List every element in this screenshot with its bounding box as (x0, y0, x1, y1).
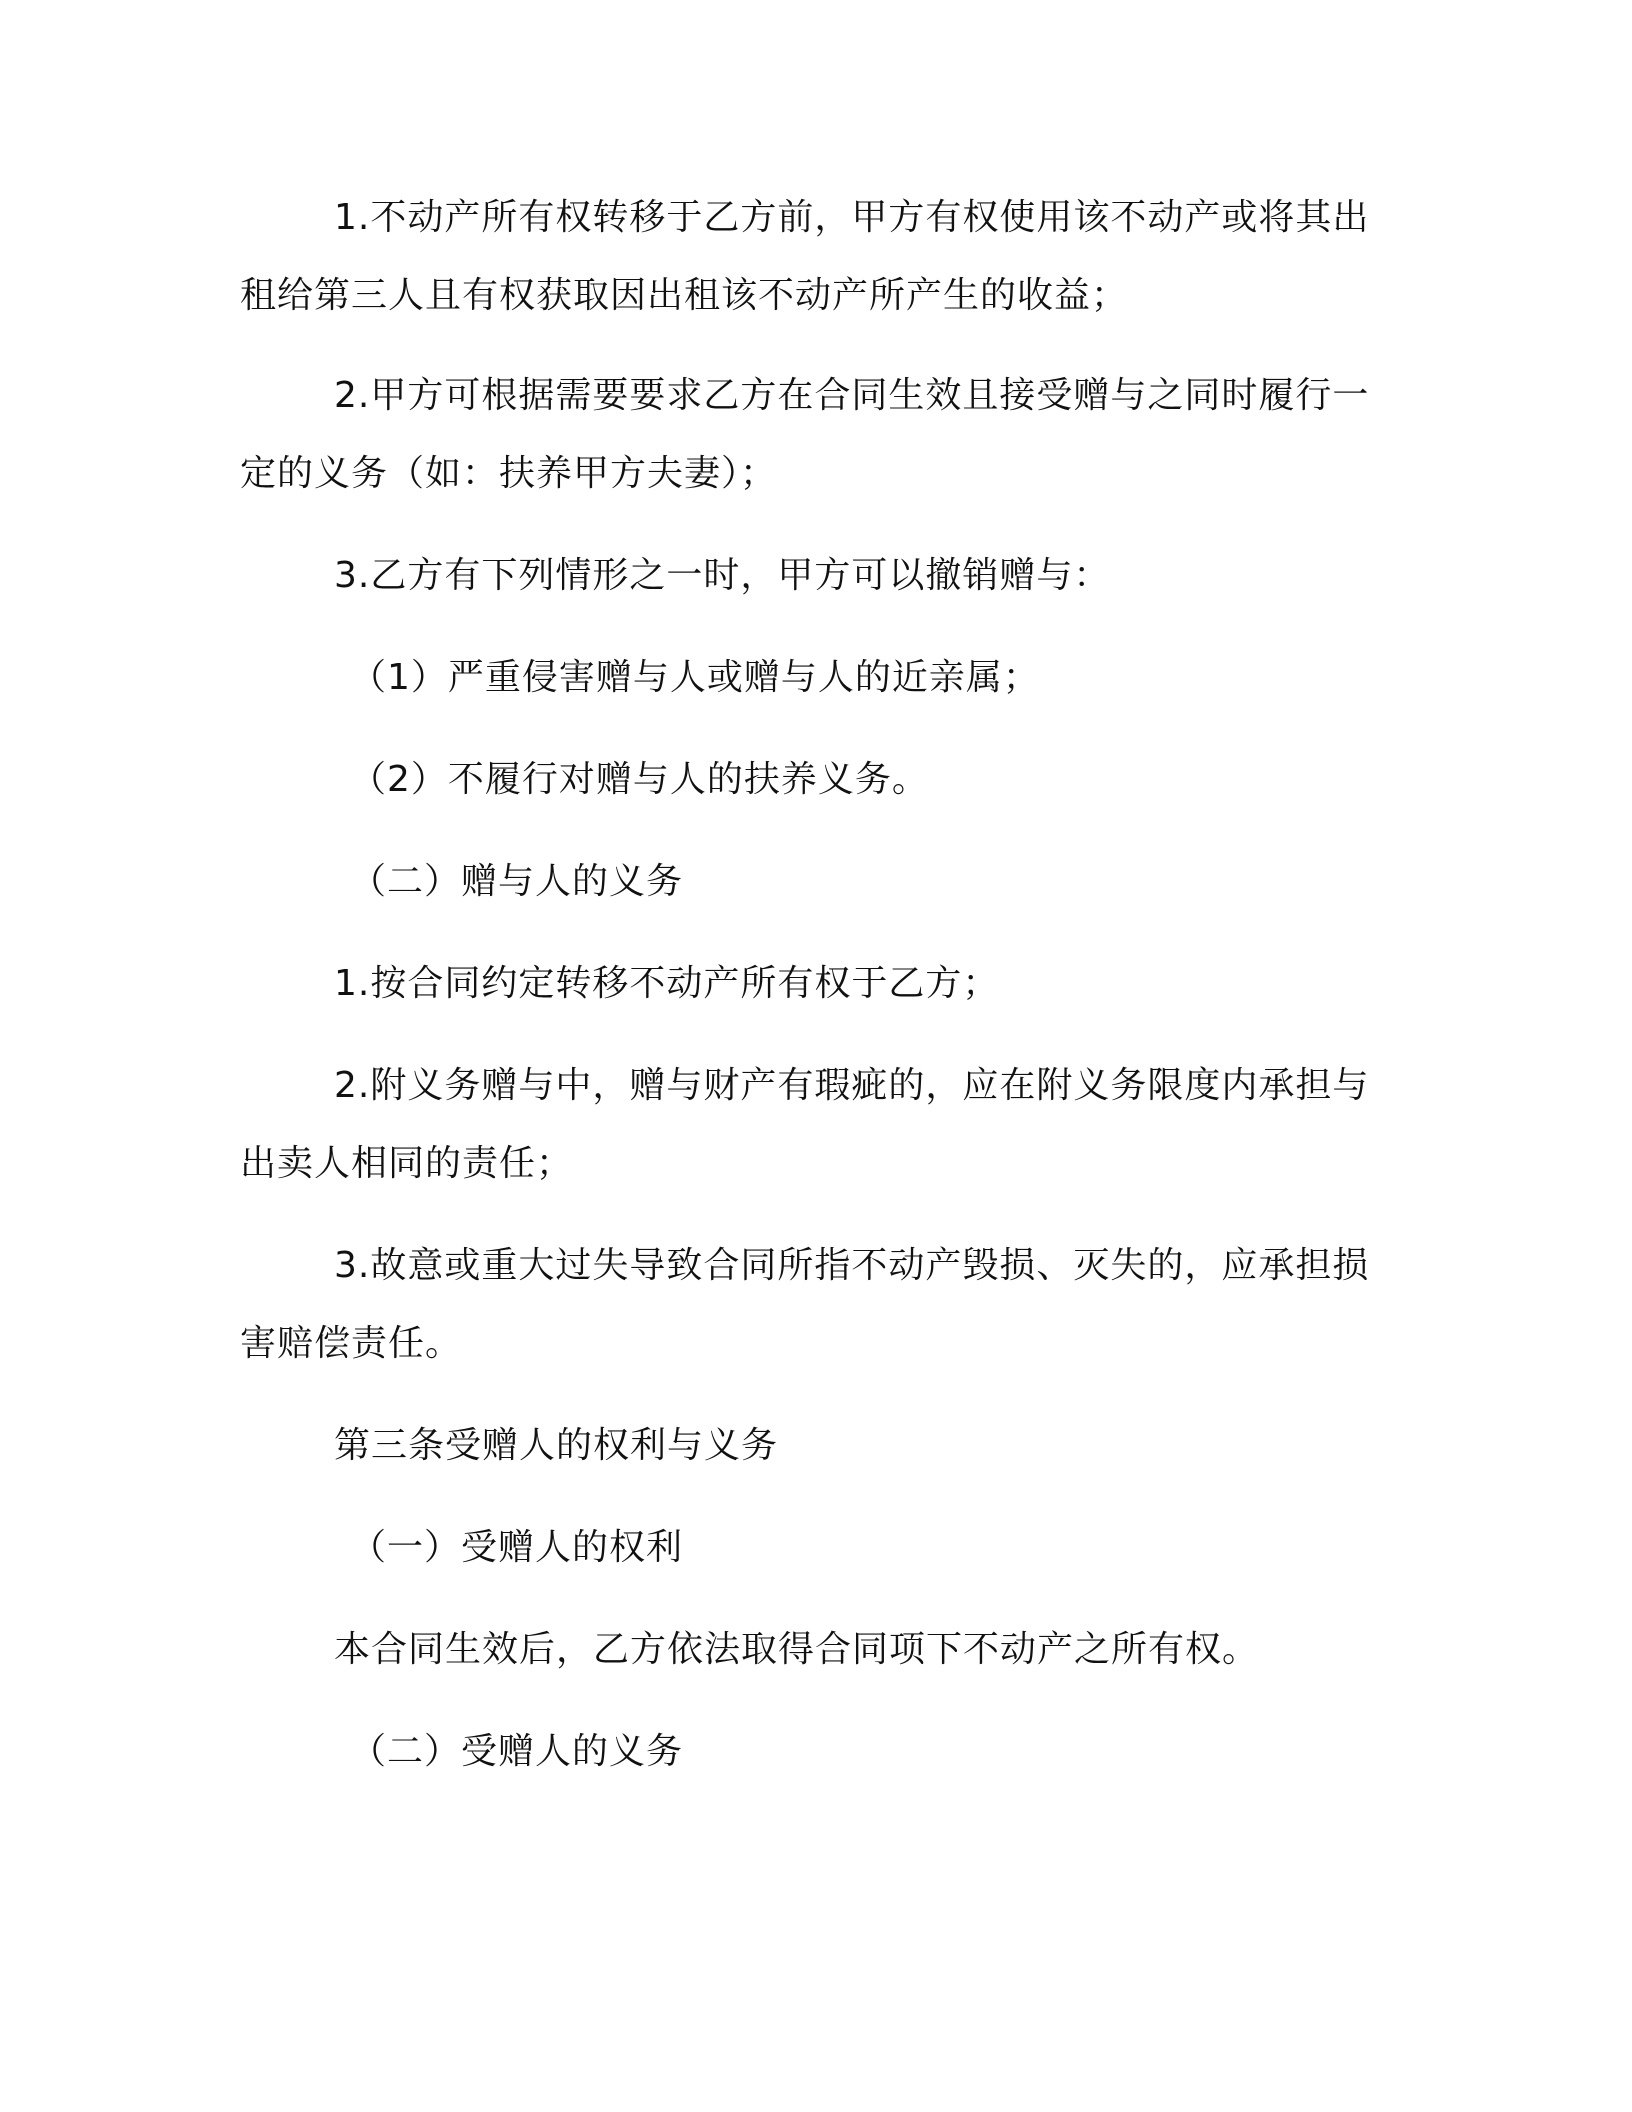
paragraph-6-line-2: 害赔偿责任。 (240, 1323, 463, 1364)
list-item-2: （2）不履行对赠与人的扶养义务。 (350, 759, 929, 800)
paragraph-1-line-2: 租给第三人且有权获取因出租该不动产所产生的收益； (240, 275, 1129, 316)
paragraph-2-line-1: 2.甲方可根据需要要求乙方在合同生效且接受赠与之同时履行一 (334, 375, 1370, 416)
paragraph-2-line-2: 定的义务（如：扶养甲方夫妻）； (240, 453, 778, 494)
paragraph-5-line-2: 出卖人相同的责任； (240, 1143, 574, 1184)
section-heading-donee-obligations: （二）受赠人的义务 (350, 1731, 684, 1772)
section-heading-donee-rights: （一）受赠人的权利 (350, 1527, 684, 1568)
paragraph-5-line-1: 2.附义务赠与中，赠与财产有瑕疵的，应在附义务限度内承担与 (334, 1065, 1370, 1106)
paragraph-4-line-1: 1.按合同约定转移不动产所有权于乙方； (334, 963, 1000, 1004)
paragraph-7-line-1: 本合同生效后，乙方依法取得合同项下不动产之所有权。 (334, 1629, 1260, 1670)
paragraph-1-line-1: 1.不动产所有权转移于乙方前，甲方有权使用该不动产或将其出 (334, 197, 1370, 238)
list-item-1: （1）严重侵害赠与人或赠与人的近亲属； (350, 657, 1040, 698)
paragraph-3-line-1: 3.乙方有下列情形之一时，甲方可以撤销赠与： (334, 555, 1111, 596)
article-3-heading: 第三条受赠人的权利与义务 (334, 1425, 779, 1466)
section-heading-donor-obligations: （二）赠与人的义务 (350, 861, 684, 902)
paragraph-6-line-1: 3.故意或重大过失导致合同所指不动产毁损、灭失的，应承担损 (334, 1245, 1370, 1286)
